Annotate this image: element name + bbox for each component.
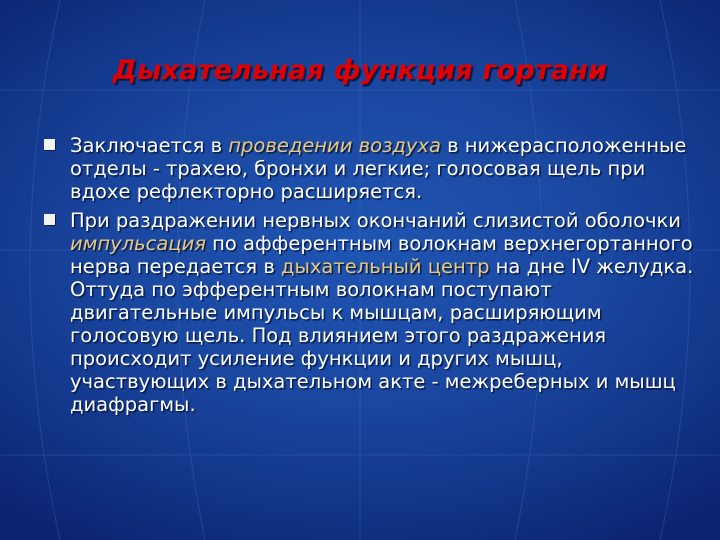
square-bullet-icon	[44, 139, 55, 150]
highlight-term: дыхательный центр	[281, 255, 490, 278]
slide-title: Дыхательная функция гортани	[112, 55, 608, 86]
bullet-list	[44, 134, 694, 416]
bullet-text: в нижерасположенные отделы - трахею, бронхи и легкие; голосовая щель при вдохе рефлекторно расширяется.	[70, 134, 687, 203]
bullet-text: При раздражении нервных окончаний слизистой оболочки	[70, 209, 681, 232]
bullet-item	[44, 209, 694, 416]
bullet-item	[44, 134, 694, 203]
highlight-term: проведении воздуха	[228, 134, 441, 157]
square-bullet-icon	[44, 214, 55, 225]
bullet-text: на дне IV желудка. Оттуда по эфферентным волокнам поступают двигательные импульсы к мышцам, расширяющим голосовую щель. Под влиянием этого раздражения происходит усиление функции и других мышц, участвующих в дыхательном акте - межреберных и мышц диафрагмы.	[70, 255, 694, 416]
highlight-term: импульсация	[70, 232, 206, 255]
bullet-text: Заключается в	[70, 134, 229, 157]
bullet-text: по афферентным волокнам верхнегортанного нерва передается в	[70, 232, 693, 278]
